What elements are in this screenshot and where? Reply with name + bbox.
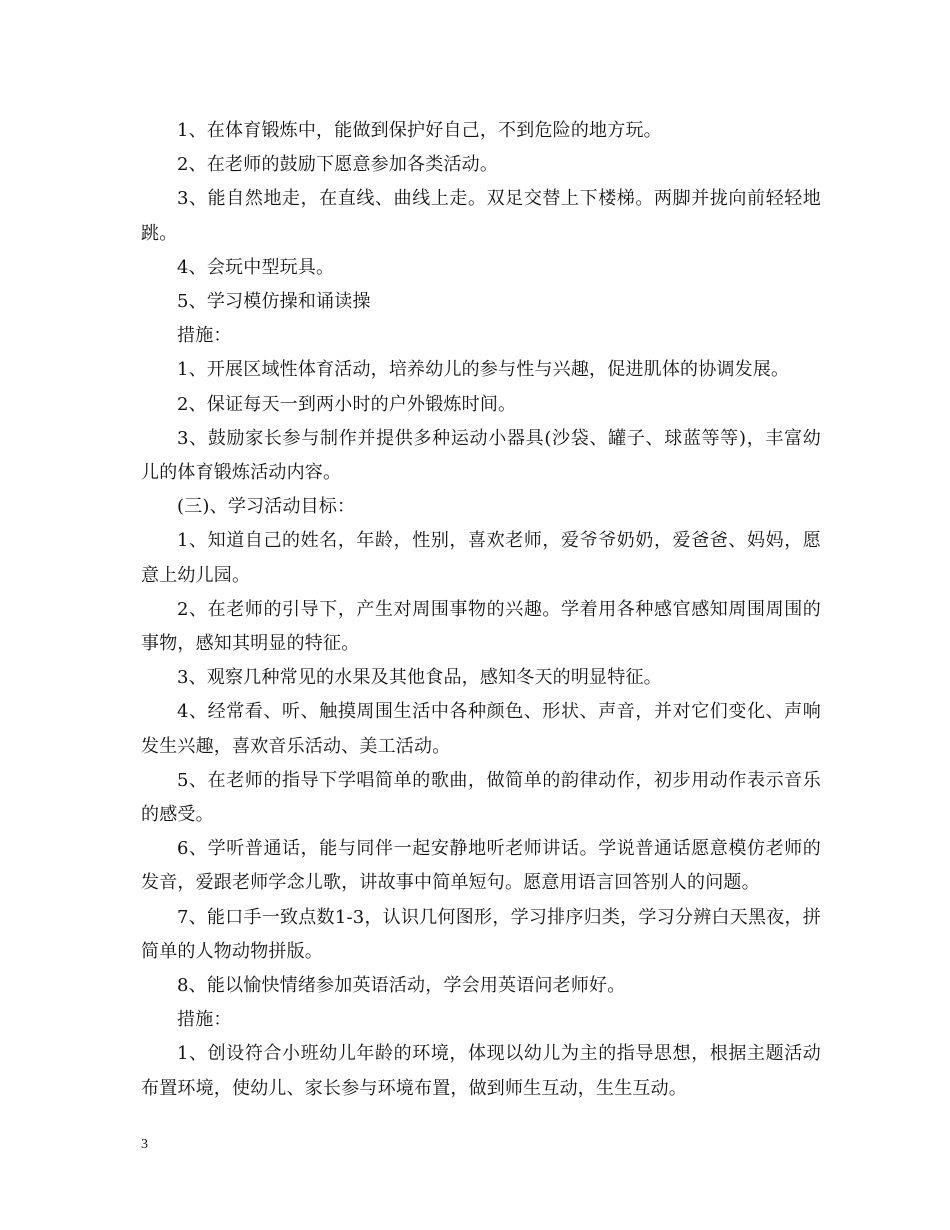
paragraph: 3、观察几种常见的水果及其他食品，感知冬天的明显特征。 [177,667,662,689]
paragraph: 8、能以愉快情绪参加英语活动，学会用英语问老师好。 [177,975,626,997]
paragraph: 5、在老师的指导下学唱简单的歌曲，做简单的韵律动作，初步用动作表示音乐的感受。 [141,769,821,826]
paragraph: 1、创设符合小班幼儿年龄的环境，体现以幼儿为主的指导思想，根据主题活动布置环境，使幼儿、家长参与环境布置，做到师生互动，生生互动。 [141,1043,821,1099]
paragraph: 6、学听普通话，能与同伴一起安静地听老师讲话。学说普通话愿意模仿老师的发音，爱跟老师学念儿歌，讲故事中简单短句。愿意用语言回答别人的问题。 [141,838,821,894]
paragraph: 2、保证每天一到两小时的户外锻炼时间。 [177,393,517,415]
paragraph: 4、会玩中型玩具。 [177,256,335,278]
paragraph: 1、知道自己的姓名，年龄，性别，喜欢老师，爱爷爷奶奶，爱爸爸、妈妈，愿意上幼儿园。 [141,530,821,586]
paragraph: 2、在老师的引导下，产生对周围事物的兴趣。学着用各种感官感知周围周围的事物，感知其明显的特征。 [141,598,821,655]
section-heading: (三)、学习活动目标： [177,496,356,518]
paragraph: 3、能自然地走，在直线、曲线上走。双足交替上下楼梯。两脚并拢向前轻轻地跳。 [141,188,821,244]
paragraph: 5、学习模仿操和诵读操 [177,291,371,313]
section-label: 措施： [177,1009,232,1031]
paragraph: 2、在老师的鼓励下愿意参加各类活动。 [177,154,499,176]
paragraph: 7、能口手一致点数1-3，认识几何图形，学习排序归类，学习分辨白天黑夜，拼简单的人物动物拼版。 [141,906,821,962]
section-label: 措施： [177,325,232,347]
document-body [141,114,821,1106]
paragraph: 1、开展区域性体育活动，培养幼儿的参与性与兴趣，促进肌体的协调发展。 [177,359,790,381]
paragraph: 4、经常看、听、触摸周围生活中各种颜色、形状、声音，并对它们变化、声响发生兴趣，喜欢音乐活动、美工活动。 [141,701,821,757]
page-number: 3 [141,1137,148,1152]
paragraph: 3、鼓励家长参与制作并提供多种运动小器具(沙袋、罐子、球蓝等等)，丰富幼儿的体育锻炼活动内容。 [141,427,821,484]
paragraph: 1、在体育锻炼中，能做到保护好自己，不到危险的地方玩。 [177,120,662,141]
